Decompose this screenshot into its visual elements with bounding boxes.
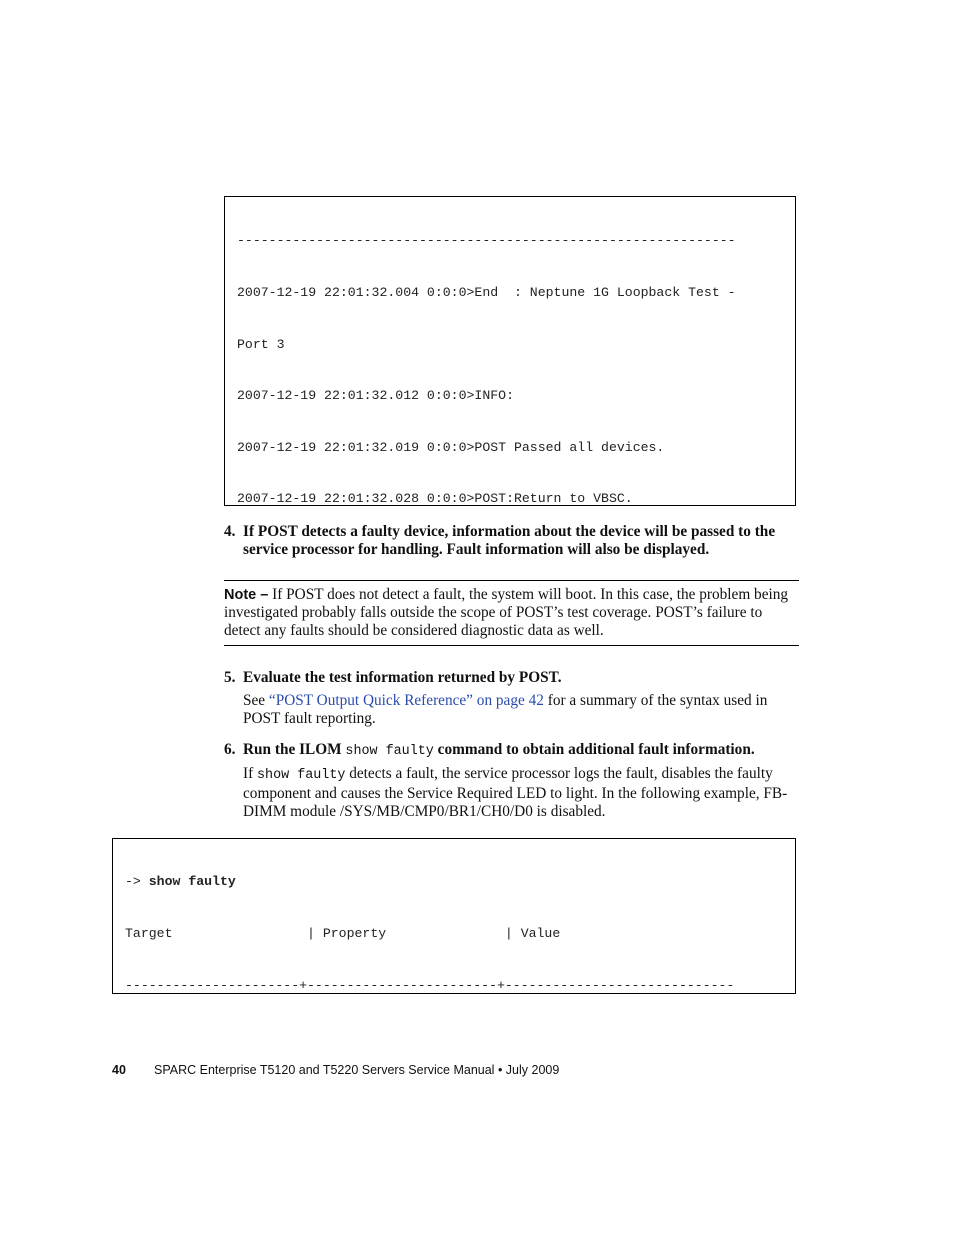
show-faulty-output-box xyxy=(112,838,796,994)
console-line: --------------------------------------------------------------- xyxy=(237,233,736,249)
step-5 xyxy=(224,669,799,687)
page-number: 40 xyxy=(112,1063,126,1077)
step-number: 6. xyxy=(224,741,236,758)
step-number: 4. xyxy=(224,523,236,540)
step-text-part: Run the ILOM xyxy=(243,741,346,758)
body-text: If xyxy=(243,765,258,782)
body-text: See xyxy=(243,692,269,709)
step-6-body xyxy=(243,765,799,821)
step-text: Evaluate the test information returned by POST. xyxy=(243,669,562,686)
step-text: If POST detects a faulty device, information about the device will be passed to the service processor for handling. Fault information will also be displayed. xyxy=(243,523,776,558)
publication-date: July 2009 xyxy=(505,1063,560,1077)
body-text: detects a fault, the service processor logs the fault, disables the faulty component and causes the Service Required LED to light. In the following example, FB-DIMM module /SYS/MB/CMP0/BR1/CH0/D0 is disabled. xyxy=(243,765,788,820)
note-block xyxy=(224,580,799,646)
step-6 xyxy=(224,741,799,761)
post-output-reference-link[interactable]: “POST Output Quick Reference” on page 42 xyxy=(268,692,544,709)
page-footer xyxy=(112,1063,559,1077)
command: show faulty xyxy=(148,874,236,890)
step-4 xyxy=(224,523,799,559)
console-line: 2007-12-19 22:01:32.028 0:0:0>POST:Return to VBSC. xyxy=(237,491,633,506)
table-header: Target | Property | Value xyxy=(125,926,561,941)
inline-code: show faulty xyxy=(257,768,346,783)
command-line xyxy=(125,873,795,890)
step-text-part: command to obtain additional fault information. xyxy=(433,741,755,758)
note-text: If POST does not detect a fault, the system will boot. In this case, the problem being investigated probably falls outside the scope of POST’s test coverage. POST’s failure to detect any faults should be considered diagnostic data as well. xyxy=(224,586,789,639)
console-output-box xyxy=(224,196,796,506)
body-text: for a summary of the syntax used in POST fault reporting. xyxy=(243,692,768,727)
console-line: 2007-12-19 22:01:32.012 0:0:0>INFO: xyxy=(237,388,514,404)
table-divider: ----------------------+------------------------+----------------------------- xyxy=(125,977,735,993)
console-line: Port 3 xyxy=(237,336,285,352)
prompt: -> xyxy=(125,874,149,890)
footer-separator: • xyxy=(494,1063,506,1077)
manual-title: SPARC Enterprise T5120 and T5220 Servers Service Manual xyxy=(154,1063,495,1077)
step-text xyxy=(243,741,799,761)
console-line: 2007-12-19 22:01:32.004 0:0:0>End : Neptune 1G Loopback Test - xyxy=(237,285,736,300)
step-number: 5. xyxy=(224,669,236,686)
console-line: 2007-12-19 22:01:32.019 0:0:0>POST Passed all devices. xyxy=(237,439,665,455)
inline-code: show faulty xyxy=(345,744,434,759)
step-5-body xyxy=(243,692,799,728)
note-label: Note – xyxy=(224,587,269,603)
